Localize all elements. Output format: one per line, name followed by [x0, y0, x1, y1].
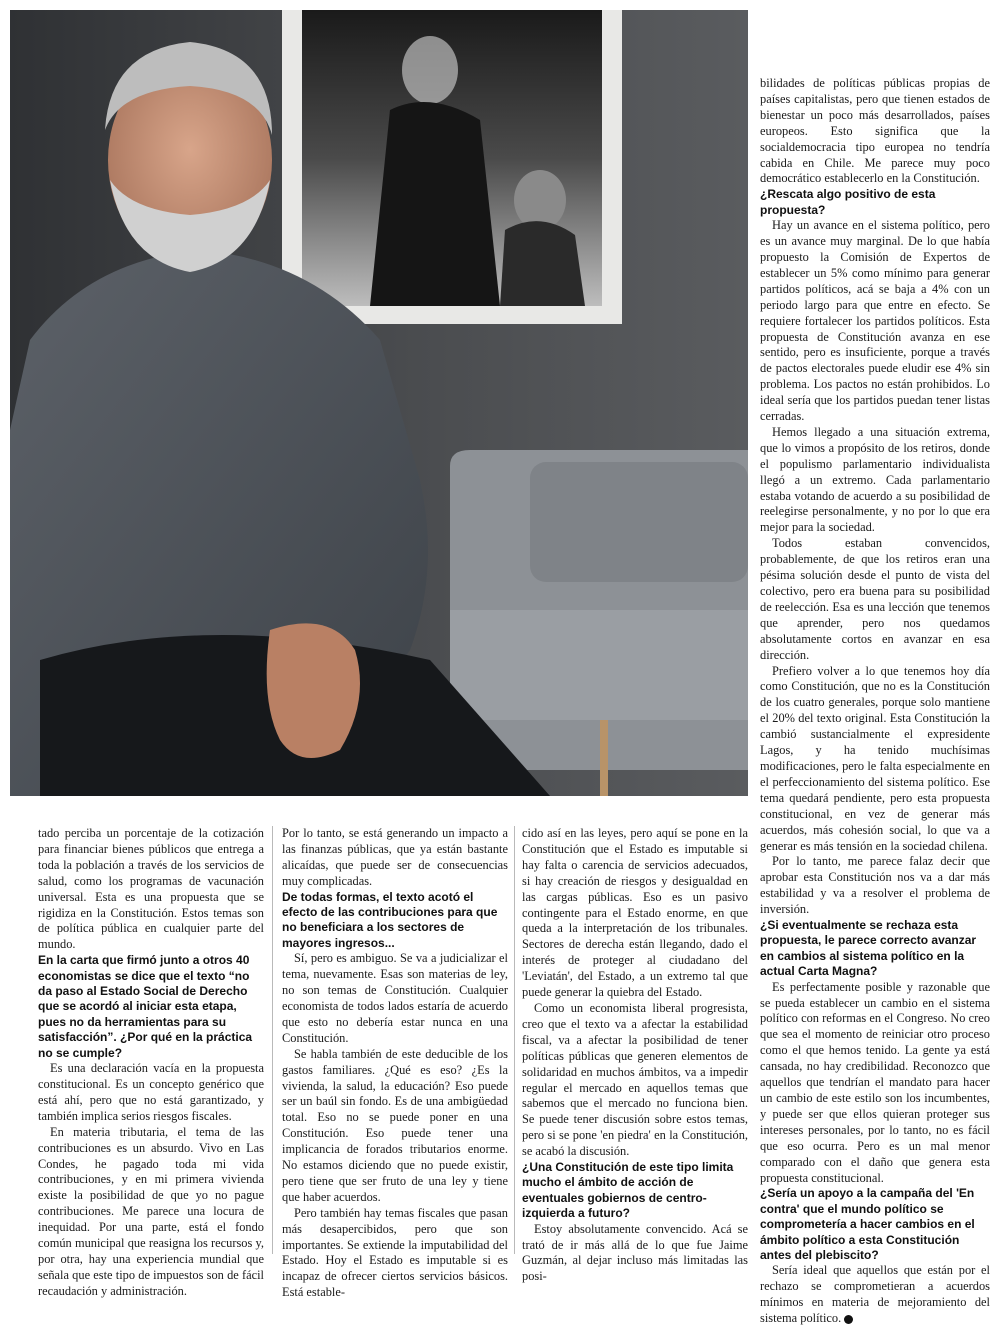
paragraph: Hay un avance en el sistema político, pero es un avance muy marginal. De lo que había propuesto la Comisión de Expertos de establecer un 5% como mínimo para generar partidos políticos, acá se baja a 4% con un periodo largo para que entre en efecto. Se requiere fortalecer los partidos políticos. Esta propuesta de Constitución avanza en ese sentido, pero es insuficiente, porque a través de pactos electorales puede eludir ese 4% sin problema. Los pactos no están prohibidos. Lo ideal sería que los partidos puedan tener listas cerradas.: [760, 218, 990, 424]
paragraph: Se habla también de este deducible de los gastos familiares. ¿Qué es eso? ¿Es la vivienda, la salud, la educación? Eso puede ser un baúl sin fondo. Es de una ambigüedad total. Eso no se puede poner en una Constitución. Eso puede tener una implicancia de forados tributarios enorme. No estamos diciendo que no puede existir, pero tiene que ser fruto de una ley y tiene que haber acuerdos.: [282, 1046, 508, 1204]
interview-question: ¿Sería un apoyo a la campaña del 'En contra' que el mundo político se comprometería a hacer cambios en el ámbito político a esta Constitución antes del plebiscito?: [760, 1186, 975, 1263]
interview-question: De todas formas, el texto acotó el efecto de las contribuciones para que no beneficiara a los sectores de mayores ingresos...: [282, 889, 498, 950]
paragraph: cido así en las leyes, pero aquí se pone en la Constitución que el Estado es imputable si hay falta o carencia de servicios adecuados, si hay creación de riesgos y desigualdad en las cargas públicas. Eso es un pasivo contingente para el Estado enorme, en que queda a la interpretación de los tribunales. Sectores de derecha están llegando, dado el interés de proteger al ciudadano del 'Leviatán', del Estado, a un extremo tal que puede generar la quiebra del Estado.: [522, 826, 748, 1000]
article-column-right: [760, 76, 990, 1327]
paragraph: Hemos llegado a una situación extrema, que lo vimos a propósito de los retiros, donde el populismo parlamentario individualista llegó a un extremo. Cada parlamentario estaba votando de acuerdo a su posibilidad de reelegirse personalmente, y no por lo que era mejor para la sociedad.: [760, 424, 990, 535]
article-column-1: [38, 826, 264, 1300]
interview-question: ¿Si eventualmente se rechaza esta propuesta, le parece correcto avanzar en cambios al sistema político en la actual Carta Magna?: [760, 918, 977, 979]
paragraph: Es perfectamente posible y razonable que se pueda establecer un cambio en el sistema político con reformas en el Congreso. No creo que sea el momento de reiniciar otro proceso como el que hemos tenido. La gente ya está cansada, no hay credibilidad. Reconozco que aquellos que tendrían el mandato para hacer un cambio de este estilo son los incumbentes, y puede ser que ellos quieran proteger sus intereses personales, por lo tanto, no es fácil que eso ocurra. Pero es un mal menor comparado con el daño que genera esta propuesta constitucional.: [760, 979, 990, 1185]
column-divider: [272, 826, 273, 1254]
end-of-article-icon: ◆: [844, 1315, 853, 1324]
paragraph: En materia tributaria, el tema de las contribuciones es un absurdo. Vivo en Las Condes, he pagado toda mi vida contribuciones, y en mi primera vivienda existe la posibilidad de que yo no pague contribuciones. Me parece una locura de inequidad. Por una parte, está el fondo común municipal que reasigna los recursos y, por otra, hay una experiencia mundial que señala que este tipo de impuestos son de fácil recaudación y administración.: [38, 1124, 264, 1298]
paragraph: Es una declaración vacía en la propuesta constitucional. Es un concepto genérico que está ahí, pero que no está garantizado, y también implica serios riesgos fiscales.: [38, 1061, 264, 1123]
portrait-illustration: [10, 10, 748, 796]
paragraph: Todos estaban convencidos, probablemente, de que los retiros eran una pésima solución desde el punto de vista del colectivo, pero era buena para su posibilidad de reelección. Esa es una lección que tenemos que aprender, pero nos quedamos absolutamente cortos en avanzar en esa dirección.: [760, 536, 990, 662]
paragraph: tado perciba un porcentaje de la cotización para financiar bienes públicos que entrega a toda la población a través de los servicios de salud, como los programas de vacunación universal. Esta es una propuesta que se rigidiza en la Constitución. Estos temas son de política pública en cualquier parte del mundo.: [38, 826, 264, 952]
paragraph: [760, 1263, 990, 1327]
paragraph: Prefiero volver a lo que tenemos hoy día como Constitución, que no es la Constitución de los cuatro generales, porque solo mantiene el 20% del texto original. Esta Constitución la cambió sustancialmente el expresidente Lagos, y ha tenido muchísimas modificaciones, pero le falta especialmente en el perfeccionamiento del sistema político. Ese tema quedará pendiente, pero esta propuesta constitucional, en vez de generar más acuerdos, más cohesión social, lo que va a generar es más tensión en la sociedad chilena.: [760, 663, 990, 853]
column-divider: [514, 826, 515, 1254]
paragraph: bilidades de políticas públicas propias de países capitalistas, pero que tienen estados de bienestar un poco más desarrollados, países europeos. Esto significa que la socialdemocracia tipo europea no tendría cabida en Chile. Me parece muy poco democrático establecerlo en la Constitución.: [760, 76, 990, 186]
interview-question: ¿Una Constitución de este tipo limita mucho el ámbito de acción de eventuales gobiernos de centro-izquierda a futuro?: [522, 1160, 734, 1221]
final-paragraph-text: Sería ideal que aquellos que están por el rechazo se comprometieran a acuerdos mínimos en materia de mejoramiento del sistema político.: [760, 1263, 990, 1326]
interview-photo: [10, 10, 748, 796]
paragraph: Sí, pero es ambiguo. Se va a judicializar el tema, nuevamente. Esas son materias de ley, no son temas de Constitución. Cualquier economista de todos lados estaría de acuerdo que esto no debería estar nunca en una Constitución.: [282, 951, 508, 1045]
interview-question: ¿Rescata algo positivo de esta propuesta?: [760, 187, 936, 217]
paragraph: Por lo tanto, me parece falaz decir que aprobar esta Constitución nos va a dar más estabilidad y va a resolver el problema de inversión.: [760, 854, 990, 917]
interview-question: En la carta que firmó junto a otros 40 economistas se dice que el texto “no da paso al Estado Social de Derecho que se acordó al iniciar esta etapa, pues no da herramientas para su satisfacción”. ¿Por qué en la práctica no se cumple?: [38, 953, 253, 1060]
person-hands: [267, 623, 360, 758]
article-column-3: [522, 826, 748, 1285]
paragraph: Como un economista liberal progresista, creo que el texto va a afectar la estabilidad fiscal, va a afectar la posibilidad de tener políticas públicas que generen elementos de solidaridad en muchos ámbitos, va a impedir regular el mercado en aquellos temas que sabemos que el mercado no funciona bien. Se puede tener discusión sobre estos temas, pero si se pone 'en piedra' en la Constitución, se acabó la discusión.: [522, 1000, 748, 1159]
paragraph: Estoy absolutamente convencido. Acá se trató de ir más allá de lo que fue Jaime Guzmán, al dejar incluso más limitadas las posi-: [522, 1221, 748, 1284]
paragraph: Pero también hay temas fiscales que pasan más desapercibidos, pero que son importantes. Se extiende la imputabilidad del Estado. Hoy el Estado es imputable si es incapaz de ofrecer ciertos servicios básicos. Está estable-: [282, 1205, 508, 1300]
paragraph: Por lo tanto, se está generando un impacto a las finanzas públicas, que ya están bastante alicaídas, que puede ser de consecuencias muy complicadas.: [282, 826, 508, 888]
article-column-2: [282, 826, 508, 1301]
